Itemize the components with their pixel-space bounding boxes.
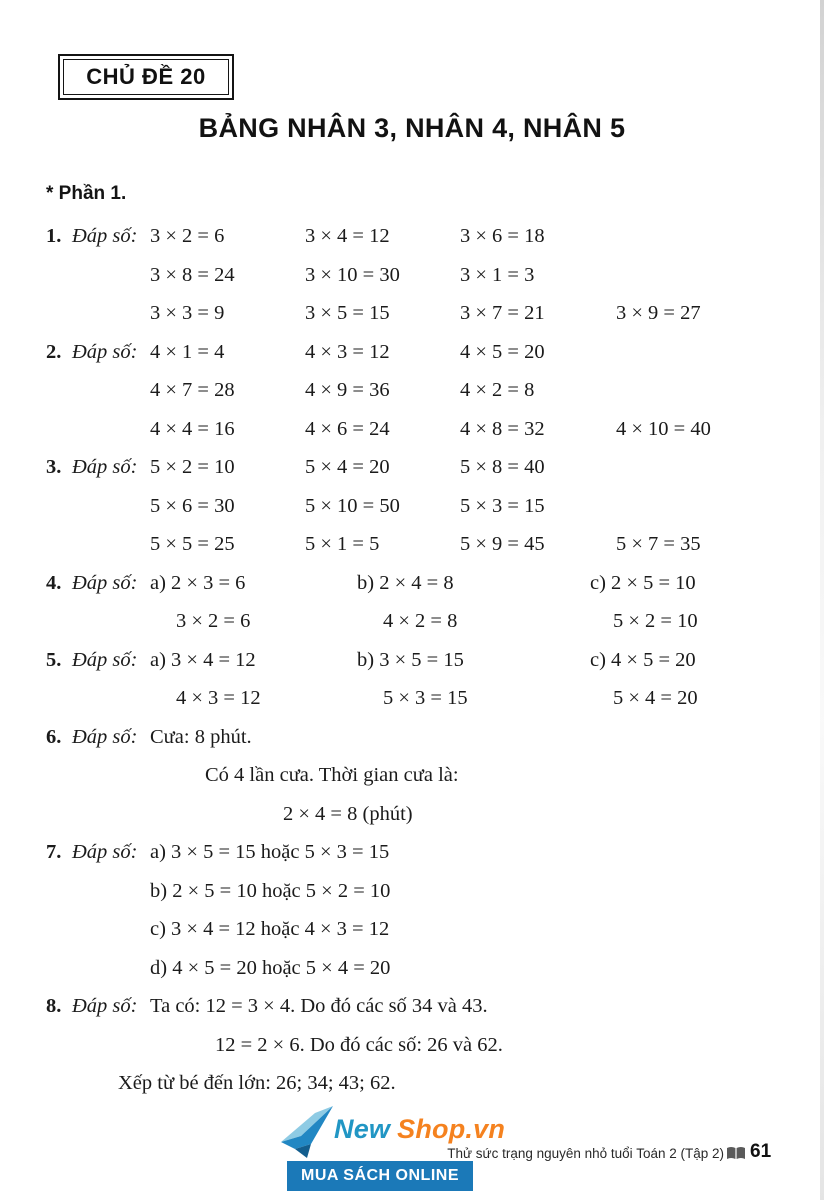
- solution-line: [0, 375, 824, 414]
- equation: d) 4 × 5 = 20 hoặc 5 × 4 = 20: [150, 956, 391, 979]
- answer-label: Đáp số:: [72, 571, 138, 594]
- equation: 5 × 7 = 35: [616, 533, 701, 555]
- equation: 4 × 2 = 8: [460, 379, 535, 401]
- answer-text: Ta có: 12 = 3 × 4. Do đó các số 34 và 43.: [150, 995, 488, 1017]
- equation: 3 × 3 = 9: [150, 302, 225, 324]
- equation: 3 × 7 = 21: [460, 302, 545, 324]
- equation: b) 3 × 5 = 15: [357, 648, 464, 671]
- equation: 3 × 8 = 24: [150, 263, 235, 286]
- answer-label: Đáp số:: [72, 725, 138, 748]
- equation: 4 × 8 = 32: [460, 417, 545, 440]
- problem-number: 6.: [46, 725, 62, 748]
- equation: 4 × 5 = 20: [460, 340, 545, 363]
- equation: 5 × 3 = 15: [383, 687, 468, 709]
- answer-label: Đáp số:: [72, 225, 138, 247]
- buy-online-banner: MUA SÁCH ONLINE: [287, 1161, 473, 1191]
- page-title: BẢNG NHÂN 3, NHÂN 4, NHÂN 5: [198, 113, 626, 143]
- equation: 5 × 2 = 10: [613, 610, 698, 632]
- book-series-tagline: Thử sức trạng nguyên nhỏ tuổi Toán 2 (Tập 2): [447, 1146, 724, 1161]
- equation: 5 × 3 = 15: [460, 494, 545, 517]
- solution-line: [0, 953, 824, 992]
- equation: 5 × 10 = 50: [305, 494, 400, 517]
- equation: 4 × 7 = 28: [150, 379, 235, 401]
- equation: a) 3 × 5 = 15 hoặc 5 × 3 = 15: [150, 841, 390, 863]
- newshop-arrow-icon: [281, 1106, 333, 1158]
- equation: 4 × 3 = 12: [305, 340, 390, 363]
- problem-number: 8.: [46, 995, 62, 1017]
- problem-number: 7.: [46, 841, 62, 863]
- equation: 5 × 5 = 25: [150, 533, 235, 555]
- equation: 3 × 10 = 30: [305, 263, 400, 286]
- solution-line: [0, 914, 824, 953]
- solutions: [0, 221, 824, 1107]
- chapter-badge: [58, 54, 234, 100]
- equation: c) 4 × 5 = 20: [590, 648, 696, 671]
- equation: 4 × 2 = 8: [383, 610, 458, 632]
- equation: 3 × 9 = 27: [616, 302, 701, 324]
- solution-line: [0, 876, 824, 915]
- solution-line: [0, 337, 824, 376]
- equation: b) 2 × 5 = 10 hoặc 5 × 2 = 10: [150, 879, 391, 902]
- equation: c) 3 × 4 = 12 hoặc 4 × 3 = 12: [150, 918, 390, 940]
- equation: 5 × 2 = 10: [150, 456, 235, 478]
- solution-line: [0, 837, 824, 876]
- solution-line: [0, 452, 824, 491]
- answer-text: 12 = 2 × 6. Do đó các số: 26 và 62.: [215, 1033, 503, 1056]
- solution-line: [0, 298, 824, 337]
- equation: 3 × 5 = 15: [305, 302, 390, 324]
- solution-line: [0, 1030, 824, 1069]
- answer-label: Đáp số:: [72, 340, 138, 363]
- equation: 2 × 4 = 8 (phút): [283, 802, 413, 825]
- equation: 4 × 4 = 16: [150, 417, 235, 440]
- solution-line: [0, 760, 824, 799]
- equation: 5 × 6 = 30: [150, 494, 235, 517]
- solution-line: [0, 799, 824, 838]
- equation: 3 × 4 = 12: [305, 225, 390, 247]
- solution-line: [0, 529, 824, 568]
- answer-label: Đáp số:: [72, 841, 138, 863]
- solution-line: [0, 683, 824, 722]
- solution-line: [0, 221, 824, 260]
- part-heading: * Phần 1.: [46, 183, 127, 204]
- problem-number: 5.: [46, 648, 62, 671]
- chapter-badge-label: CHỦ ĐỀ 20: [86, 64, 206, 89]
- answer-text: Xếp từ bé đến lớn: 26; 34; 43; 62.: [118, 1072, 396, 1094]
- answer-text: Có 4 lần cưa. Thời gian cưa là:: [205, 764, 459, 786]
- solution-line: [0, 606, 824, 645]
- answer-label: Đáp số:: [72, 456, 138, 478]
- equation: a) 2 × 3 = 6: [150, 571, 246, 594]
- solution-line: [0, 568, 824, 607]
- equation: 5 × 8 = 40: [460, 456, 545, 478]
- equation: 3 × 2 = 6: [176, 610, 251, 632]
- footer: [0, 1100, 824, 1200]
- equation: 3 × 6 = 18: [460, 225, 545, 247]
- solution-line: [0, 722, 824, 761]
- solution-line: [0, 414, 824, 453]
- newshop-logo: [334, 1114, 505, 1145]
- equation: 3 × 2 = 6: [150, 225, 225, 247]
- page-number: 61: [750, 1141, 772, 1162]
- problem-number: 3.: [46, 456, 62, 478]
- equation: 3 × 1 = 3: [460, 263, 535, 286]
- equation: 4 × 6 = 24: [305, 417, 390, 440]
- problem-number: 4.: [46, 571, 62, 594]
- equation: b) 2 × 4 = 8: [357, 571, 454, 594]
- answer-label: Đáp số:: [72, 995, 138, 1017]
- solution-line: [0, 260, 824, 299]
- equation: 4 × 1 = 4: [150, 340, 225, 363]
- equation: a) 3 × 4 = 12: [150, 648, 256, 671]
- problem-number: 1.: [46, 225, 62, 247]
- equation: c) 2 × 5 = 10: [590, 571, 696, 594]
- equation: 5 × 1 = 5: [305, 533, 380, 555]
- equation: 4 × 10 = 40: [616, 417, 711, 440]
- equation: 5 × 9 = 45: [460, 533, 545, 555]
- solution-line: [0, 491, 824, 530]
- book-icon: [726, 1146, 746, 1161]
- problem-number: 2.: [46, 340, 62, 363]
- solution-line: [0, 991, 824, 1030]
- solution-line: [0, 645, 824, 684]
- equation: 5 × 4 = 20: [613, 687, 698, 709]
- equation: 4 × 9 = 36: [305, 379, 390, 401]
- brand-name-shop: Shop.vn: [397, 1114, 506, 1144]
- equation: 5 × 4 = 20: [305, 456, 390, 478]
- answer-label: Đáp số:: [72, 648, 138, 671]
- answer-text: Cưa: 8 phút.: [150, 725, 252, 748]
- equation: 4 × 3 = 12: [176, 687, 261, 709]
- brand-name-new: New: [334, 1114, 391, 1144]
